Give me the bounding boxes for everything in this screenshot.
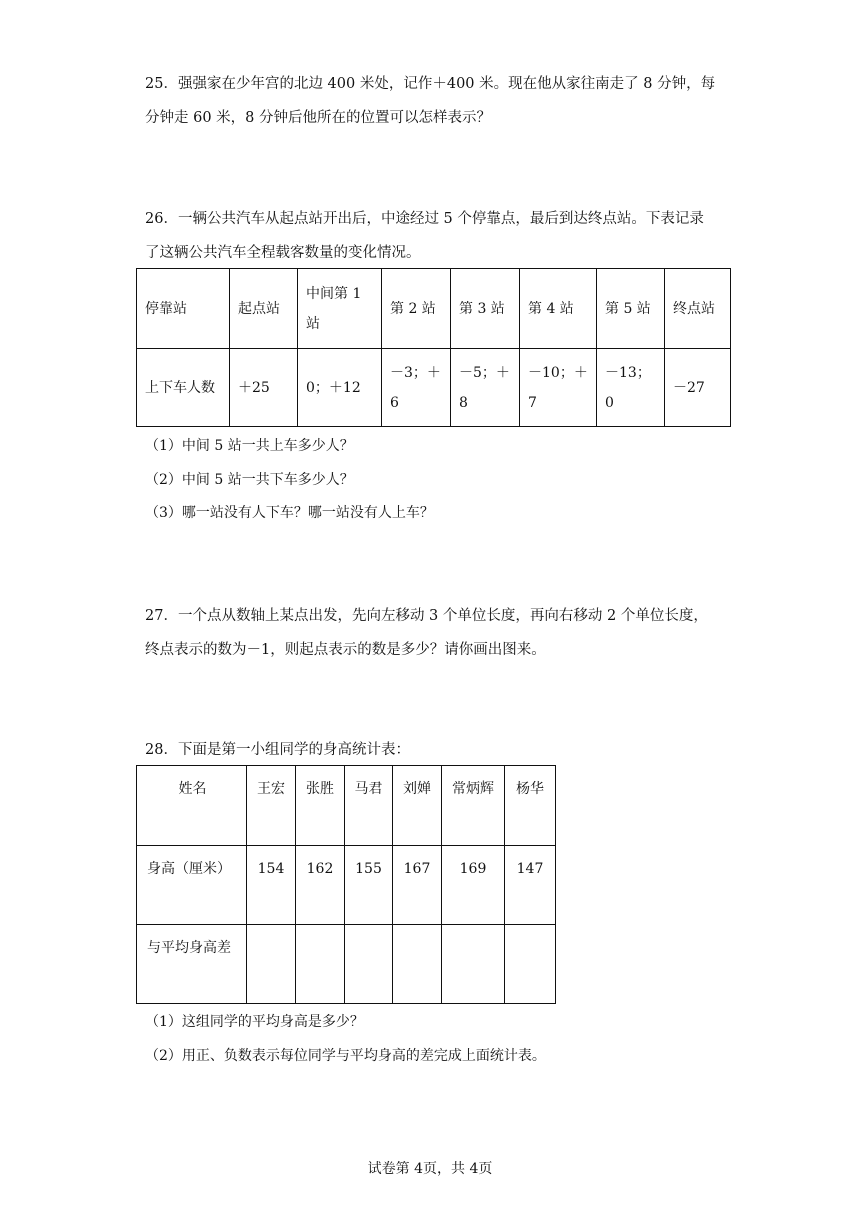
empty-answer-cell [345,925,393,1004]
q27-line1: 27．一个点从数轴上某点出发，先向左移动 3 个单位长度，再向右移动 2 个单位长度， [145,608,708,624]
q28-sub2: （2）用正、负数表示每位同学与平均身高的差完成上面统计表。 [145,1048,546,1064]
table-cell: 155 [345,846,393,925]
table-cell: 第 2 站 [382,269,451,349]
table-cell: 常炳辉 [442,766,505,846]
table-cell: －27 [665,349,731,427]
table-cell: 张胜 [296,766,345,846]
table-cell: 杨华 [505,766,556,846]
empty-answer-cell [393,925,442,1004]
table-cell: 154 [247,846,296,925]
table-cell: 169 [442,846,505,925]
table-cell: －13；0 [597,349,665,427]
table-cell: 姓名 [137,766,247,846]
page-footer: 试卷第 4页，共 4页 [367,1161,493,1177]
table-cell: 上下车人数 [137,349,230,427]
table-cell: 中间第 1 站 [298,269,382,349]
table-cell: 身高（厘米） [137,846,247,925]
table-cell: 停靠站 [137,269,230,349]
table-cell: 167 [393,846,442,925]
table-cell: －3；＋6 [382,349,451,427]
table-row [137,349,731,427]
q26-line2: 了这辆公共汽车全程载客数量的变化情况。 [145,245,421,261]
table-row [137,925,556,1004]
q25-line2: 分钟走 60 米，8 分钟后他所在的位置可以怎样表示？ [145,110,492,126]
table-cell: 147 [505,846,556,925]
q28-line1: 28．下面是第一小组同学的身高统计表： [145,742,410,758]
table-cell: 马君 [345,766,393,846]
q25-line1: 25．强强家在少年宫的北边 400 米处，记作＋400 米。现在他从家往南走了 8 分钟，每 [145,76,716,92]
q26-sub3: （3）哪一站没有人下车？哪一站没有人上车？ [145,505,434,521]
table-row [137,846,556,925]
height-statistics-table [136,765,556,1004]
table-cell: 第 5 站 [597,269,665,349]
empty-answer-cell [247,925,296,1004]
q28-sub1: （1）这组同学的平均身高是多少？ [145,1014,364,1030]
q27-line2: 终点表示的数为－1，则起点表示的数是多少？请你画出图来。 [145,642,546,658]
q26-sub1: （1）中间 5 站一共上车多少人？ [145,438,354,454]
table-cell: 第 3 站 [451,269,520,349]
table-cell: －10；＋7 [520,349,597,427]
table-cell: 162 [296,846,345,925]
table-cell: 王宏 [247,766,296,846]
table-header-row [137,269,731,349]
table-cell: 0；＋12 [298,349,382,427]
table-header-row [137,766,556,846]
q26-line1: 26．一辆公共汽车从起点站开出后，中途经过 5 个停靠点，最后到达终点站。下表记录 [145,211,704,227]
empty-answer-cell [296,925,345,1004]
empty-answer-cell [505,925,556,1004]
q26-sub2: （2）中间 5 站一共下车多少人？ [145,472,354,488]
table-cell: 起点站 [230,269,298,349]
empty-answer-cell [442,925,505,1004]
bus-passenger-table [136,268,731,427]
table-cell: ＋25 [230,349,298,427]
table-cell: －5；＋8 [451,349,520,427]
table-cell: 与平均身高差 [137,925,247,1004]
table-cell: 刘婵 [393,766,442,846]
table-cell: 终点站 [665,269,731,349]
table-cell: 第 4 站 [520,269,597,349]
